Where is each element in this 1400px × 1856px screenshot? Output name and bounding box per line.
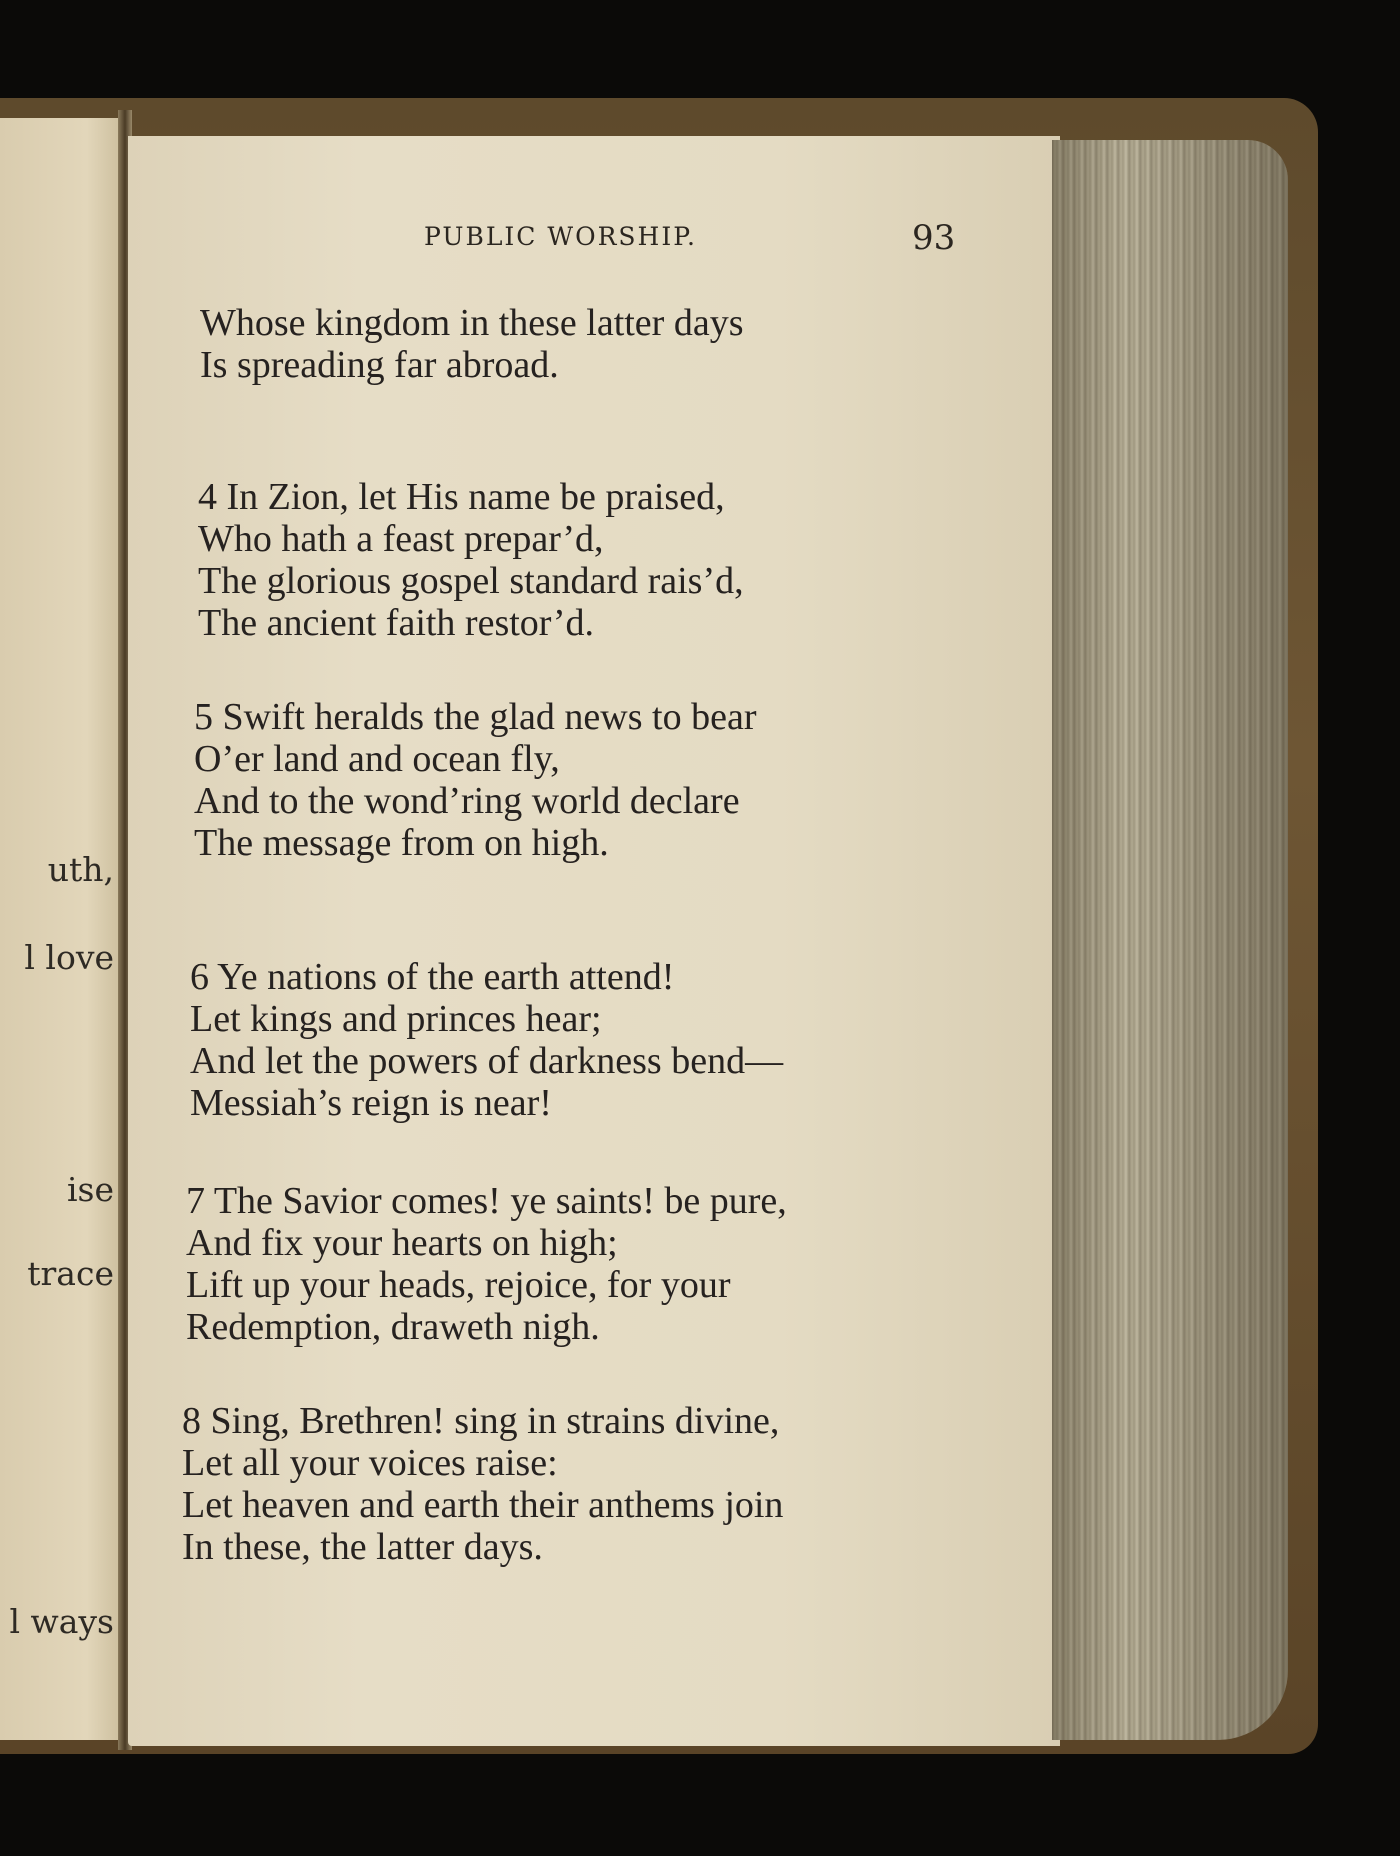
running-head: PUBLIC WORSHIP. (424, 222, 697, 251)
verse-line: Lift up your heads, rejoice, for your (186, 1264, 731, 1306)
verse-line: Let kings and princes hear; (190, 998, 602, 1040)
facing-page (0, 118, 124, 1740)
verse-line: 8 Sing, Brethren! sing in strains divine, (182, 1400, 780, 1442)
verse-line: 6 Ye nations of the earth attend! (190, 956, 675, 998)
verse-line: O’er land and ocean fly, (194, 738, 560, 780)
stanza-4 (198, 476, 744, 644)
stanza-6 (190, 956, 783, 1124)
verse-line: Let all your voices raise: (182, 1442, 558, 1484)
verse-line: And to the wond’ring world declare (194, 780, 740, 822)
verse-line: 4 In Zion, let His name be praised, (198, 476, 725, 518)
stanza-7 (186, 1180, 787, 1348)
verse-line: The message from on high. (194, 822, 609, 864)
verse-line: Messiah’s reign is near! (190, 1082, 552, 1124)
verse-line: And fix your hearts on high; (186, 1222, 618, 1264)
verse-line: And let the powers of darkness bend— (190, 1040, 784, 1082)
verse-line: Is spreading far abroad. (200, 344, 559, 386)
stanza-5 (194, 696, 756, 864)
verse-line: Whose kingdom in these latter days (200, 302, 744, 344)
page-number: 93 (912, 218, 956, 258)
verse-line: The glorious gospel standard rais’d, (198, 560, 744, 602)
facing-page-fragment: l love (24, 938, 114, 977)
verse-line: Let heaven and earth their anthems join (182, 1484, 784, 1526)
verse-line: In these, the latter days. (182, 1526, 543, 1568)
page-edges-shading (1052, 140, 1288, 1740)
facing-page-fragment: trace (27, 1254, 114, 1293)
facing-page-fragment: l ways (9, 1602, 114, 1641)
facing-page-fragment: ise (66, 1170, 114, 1209)
verse-line: Redemption, draweth nigh. (186, 1306, 600, 1348)
verse-line: The ancient faith restor’d. (198, 602, 595, 644)
verse-line: 5 Swift heralds the glad news to bear (194, 696, 757, 738)
stanza-continuation (200, 302, 744, 386)
verse-line: Who hath a feast prepar’d, (198, 518, 604, 560)
stanza-8 (182, 1400, 783, 1568)
verse-line: 7 The Savior comes! ye saints! be pure, (186, 1180, 787, 1222)
facing-page-fragment: uth, (47, 850, 114, 889)
